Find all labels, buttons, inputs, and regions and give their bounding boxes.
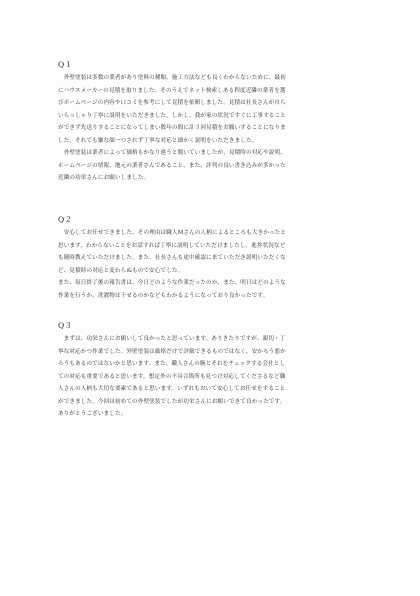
text-line: ての対応も重要であると思います。想定外の不具合箇所も見つけ対応してくださるなど職 xyxy=(58,373,286,380)
question-label: Q３ xyxy=(58,321,73,330)
answer-text xyxy=(58,72,368,185)
text-line: 思います。わからないことをお話すれば丁寧に説明していただけましたし、進捗状況など xyxy=(58,242,286,249)
text-line: ホームページの情報、地元の業者さんであること、また、評判の良い書き込みが多かった xyxy=(58,162,286,169)
text-line: 寧な対応かつ作業でした。外壁塗装は価格だけで評価できるものではなく、安かろう悪か xyxy=(58,348,286,355)
text-line: びホームページの内容や口コミを参考にして見積を依頼しました。見積は社長さんが自ら xyxy=(58,100,286,106)
text-line: した。それでも嫌な顔一つされず丁寧な対応と細かく説明をいただきました。 xyxy=(58,137,258,144)
text-line: も随時教えていただけました。また、社長さんも途中確認に来ていただき説明いただくな xyxy=(58,255,286,261)
question-label: Q１ xyxy=(58,60,73,69)
text-line: 外壁塗装は多数の業者があり塗料の種類、施工方法なども良くわからないために、最初 xyxy=(58,75,286,81)
section-q1 xyxy=(58,60,368,185)
section-q2 xyxy=(58,215,368,302)
text-line: まずは、功栄さんにお願いして良かったと思っています。ありきたりですが、親切・丁 xyxy=(58,336,286,342)
text-line: ができました。今回は初めての外壁塗装でしたが功栄さんにお願いできて良かったです。 xyxy=(58,398,286,405)
text-line: 人さんの人柄も大切な要素であると思います。いずれもおいて安心してお任せをすること xyxy=(58,386,286,392)
text-line: ありがとうございました。 xyxy=(58,411,127,417)
question-label: Q２ xyxy=(58,215,73,224)
section-q3 xyxy=(58,321,368,421)
text-line: 作業を行うか、洗濯物は干せるのかなどもわかるようになっており良かったです。 xyxy=(58,292,269,299)
answer-text xyxy=(58,227,368,302)
text-line: いらっしゃり丁寧に説明をいただきました。しかし、我が家の状況ですぐに工事すること xyxy=(58,112,286,119)
text-line: にハウスメーカーの見積を取りました。そのうえでネット検索しある程度近隣の業者を選 xyxy=(58,87,286,94)
text-line: 安心してお任せできました。その理由は職人Mさんの人柄によるところも大きかったと xyxy=(58,230,287,236)
answer-text xyxy=(58,333,368,421)
text-line: 外壁塗装は業者によって価格もかなり違うと聞いていましたが、見積時の対応や説明、 xyxy=(58,150,286,156)
text-line: また、毎日終了後の報告書は、今日どのような作業だったのか、また、明日はどのような xyxy=(58,280,286,286)
text-line: ろうもあるのではないかと思います。また、職人さんの腕とそれをチェックする会社とし xyxy=(58,361,286,367)
text-line: 近隣の功栄さんにお願いしました。 xyxy=(58,175,150,181)
text-line: ど、見積時の対応と変わらぬもので安心でした。 xyxy=(58,267,184,274)
text-line: ができず先送りすることになってしまい数年の間に計３回見積をお願いすることになりま xyxy=(58,125,286,131)
